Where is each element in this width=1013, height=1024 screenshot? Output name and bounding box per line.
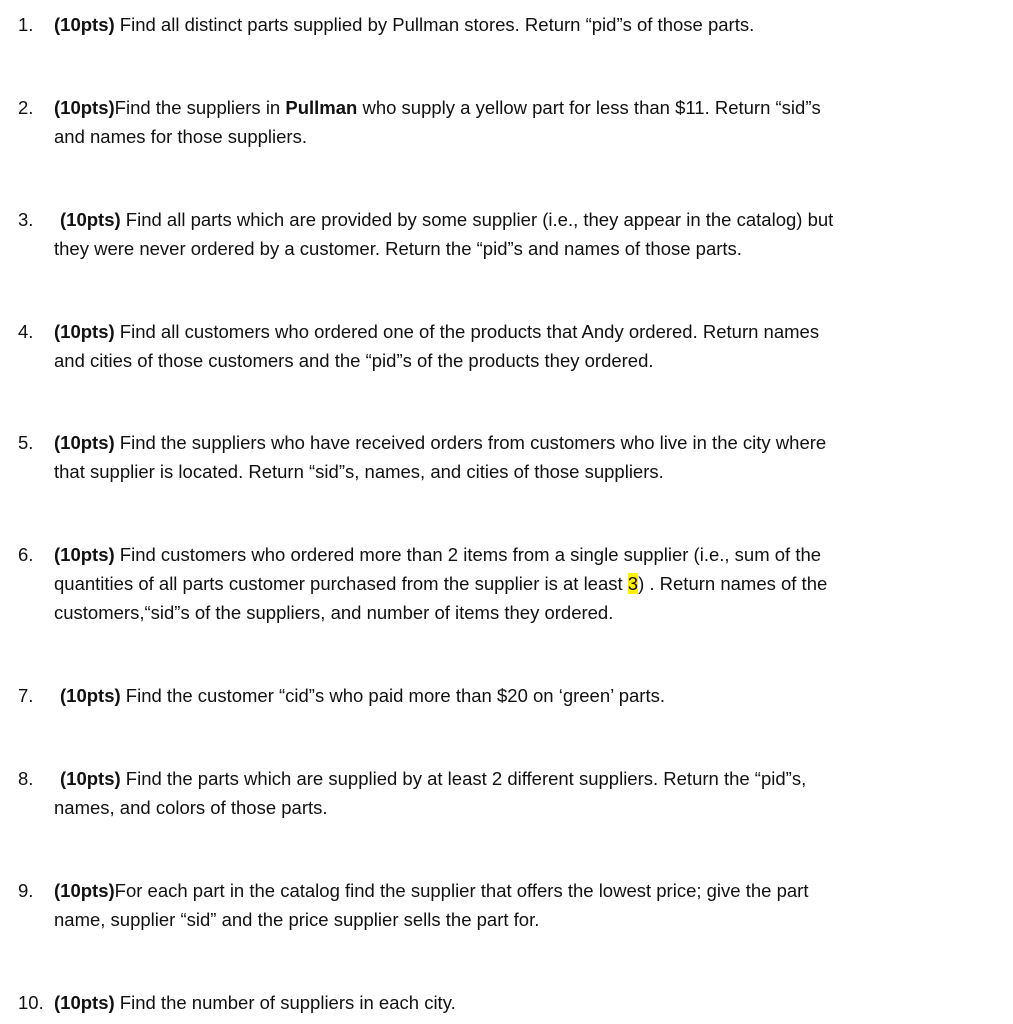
- highlighted-number: 3: [627, 573, 639, 594]
- points-label: (10pts): [54, 321, 115, 342]
- question-text: For each part in the catalog find the supplier that offers the lowest price; give the part: [114, 880, 809, 901]
- question-number: 8.: [18, 768, 34, 789]
- question-text: Find the customer “cid”s who paid more than $20 on ‘green’ parts.: [120, 685, 665, 706]
- question-text: Find all distinct parts supplied by Pullman stores. Return “pid”s of those parts.: [114, 14, 755, 35]
- points-label: (10pts): [54, 432, 115, 453]
- question-text: customers,“sid”s of the suppliers, and number of items they ordered.: [54, 602, 614, 623]
- question-number: 7.: [18, 685, 34, 706]
- question-text: names, and colors of those parts.: [54, 797, 328, 818]
- question-number: 3.: [18, 209, 34, 230]
- question-text: they were never ordered by a customer. Return the “pid”s and names of those parts.: [54, 238, 742, 259]
- points-label: (10pts): [60, 685, 121, 706]
- points-label: (10pts): [54, 14, 115, 35]
- question-text: and cities of those customers and the “pid”s of the products they ordered.: [54, 350, 654, 371]
- question-number: 2.: [18, 97, 34, 118]
- points-label: (10pts): [60, 768, 121, 789]
- question-number: 5.: [18, 432, 34, 453]
- question-text: Find the parts which are supplied by at least 2 different suppliers. Return the “pid”s,: [120, 768, 807, 789]
- question-text: Find all customers who ordered one of the products that Andy ordered. Return names: [114, 321, 820, 342]
- question-text: quantities of all parts customer purchased from the supplier is at least: [54, 573, 628, 594]
- points-label: (10pts): [54, 544, 115, 565]
- question-number: 4.: [18, 321, 34, 342]
- question-text: Find customers who ordered more than 2 items from a single supplier (i.e., sum of the: [114, 544, 822, 565]
- points-label: (10pts): [54, 992, 115, 1013]
- question-number: 6.: [18, 544, 34, 565]
- question-number: 10.: [18, 992, 44, 1013]
- city-emphasis: Pullman: [285, 97, 358, 118]
- points-label: (10pts): [60, 209, 121, 230]
- question-text: Find the number of suppliers in each city.: [114, 992, 456, 1013]
- points-label: (10pts): [54, 880, 115, 901]
- question-text: Find all parts which are provided by some supplier (i.e., they appear in the catalog) but: [120, 209, 834, 230]
- question-number: 1.: [18, 14, 34, 35]
- question-text: Find the suppliers who have received orders from customers who live in the city where: [114, 432, 827, 453]
- question-text: ) . Return names of the: [638, 573, 828, 594]
- points-label: (10pts): [54, 97, 115, 118]
- question-text: and names for those suppliers.: [54, 126, 307, 147]
- question-text: that supplier is located. Return “sid”s, names, and cities of those suppliers.: [54, 461, 664, 482]
- question-text: name, supplier “sid” and the price supplier sells the part for.: [54, 909, 540, 930]
- question-text: Find the suppliers in: [114, 97, 286, 118]
- question-text: who supply a yellow part for less than $11. Return “sid”s: [357, 97, 821, 118]
- question-number: 9.: [18, 880, 34, 901]
